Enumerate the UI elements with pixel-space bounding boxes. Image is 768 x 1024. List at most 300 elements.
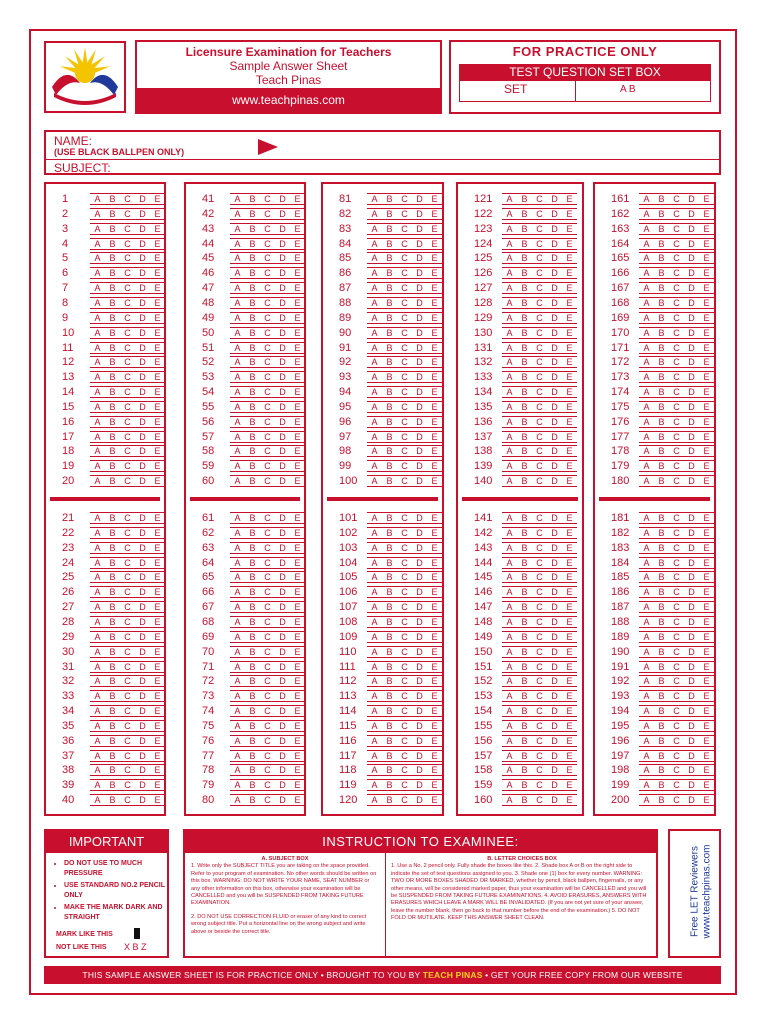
answer-bubble-c[interactable]: C	[120, 312, 135, 324]
answer-bubble-b[interactable]: B	[654, 267, 669, 279]
answer-bubble-c[interactable]: C	[397, 675, 412, 687]
answer-bubble-d[interactable]: D	[412, 342, 427, 354]
answer-bubble-a[interactable]: A	[502, 460, 517, 472]
answer-bubble-e[interactable]: E	[427, 312, 442, 324]
answer-bubble-d[interactable]: D	[547, 267, 562, 279]
answer-bubble-d[interactable]: D	[135, 342, 150, 354]
answer-bubble-c[interactable]: C	[669, 661, 684, 673]
answer-bubble-c[interactable]: C	[532, 675, 547, 687]
answer-bubble-c[interactable]: C	[120, 750, 135, 762]
answer-bubble-a[interactable]: A	[502, 571, 517, 583]
answer-bubble-b[interactable]: B	[105, 297, 120, 309]
answer-bubble-a[interactable]: A	[639, 705, 654, 717]
answer-bubble-b[interactable]: B	[654, 542, 669, 554]
answer-bubble-d[interactable]: D	[684, 208, 699, 220]
answer-bubble-d[interactable]: D	[684, 586, 699, 598]
answer-bubble-d[interactable]: D	[412, 779, 427, 791]
answer-bubble-a[interactable]: A	[367, 386, 382, 398]
answer-bubble-e[interactable]: E	[699, 527, 714, 539]
answer-bubble-b[interactable]: B	[517, 193, 532, 205]
answer-bubble-b[interactable]: B	[654, 735, 669, 747]
answer-bubble-b[interactable]: B	[245, 779, 260, 791]
answer-bubble-d[interactable]: D	[412, 571, 427, 583]
answer-bubble-b[interactable]: B	[517, 571, 532, 583]
answer-bubble-d[interactable]: D	[135, 720, 150, 732]
answer-bubble-e[interactable]: E	[699, 557, 714, 569]
answer-bubble-b[interactable]: B	[105, 631, 120, 643]
answer-bubble-a[interactable]: A	[502, 208, 517, 220]
answer-bubble-c[interactable]: C	[260, 705, 275, 717]
answer-bubble-a[interactable]: A	[367, 646, 382, 658]
answer-bubble-e[interactable]: E	[427, 750, 442, 762]
answer-bubble-e[interactable]: E	[427, 586, 442, 598]
answer-bubble-a[interactable]: A	[639, 460, 654, 472]
answer-bubble-e[interactable]: E	[290, 571, 305, 583]
answer-bubble-e[interactable]: E	[290, 445, 305, 457]
answer-bubble-a[interactable]: A	[639, 586, 654, 598]
answer-bubble-e[interactable]: E	[699, 764, 714, 776]
answer-bubble-b[interactable]: B	[517, 512, 532, 524]
answer-bubble-b[interactable]: B	[105, 475, 120, 487]
answer-bubble-d[interactable]: D	[684, 282, 699, 294]
answer-bubble-c[interactable]: C	[260, 616, 275, 628]
answer-bubble-e[interactable]: E	[699, 675, 714, 687]
answer-bubble-c[interactable]: C	[397, 779, 412, 791]
answer-bubble-e[interactable]: E	[562, 312, 577, 324]
answer-bubble-e[interactable]: E	[562, 527, 577, 539]
answer-bubble-d[interactable]: D	[135, 445, 150, 457]
answer-bubble-b[interactable]: B	[382, 401, 397, 413]
answer-bubble-a[interactable]: A	[230, 646, 245, 658]
answer-bubble-c[interactable]: C	[260, 646, 275, 658]
answer-bubble-d[interactable]: D	[547, 282, 562, 294]
answer-bubble-c[interactable]: C	[669, 401, 684, 413]
answer-bubble-d[interactable]: D	[547, 705, 562, 717]
answer-bubble-e[interactable]: E	[290, 764, 305, 776]
answer-bubble-d[interactable]: D	[275, 750, 290, 762]
answer-bubble-c[interactable]: C	[397, 690, 412, 702]
answer-bubble-a[interactable]: A	[90, 750, 105, 762]
answer-bubble-b[interactable]: B	[517, 475, 532, 487]
answer-bubble-b[interactable]: B	[654, 342, 669, 354]
answer-bubble-b[interactable]: B	[105, 252, 120, 264]
answer-bubble-e[interactable]: E	[562, 601, 577, 613]
answer-bubble-e[interactable]: E	[290, 646, 305, 658]
answer-bubble-a[interactable]: A	[367, 267, 382, 279]
answer-bubble-a[interactable]: A	[639, 431, 654, 443]
answer-bubble-c[interactable]: C	[260, 267, 275, 279]
answer-bubble-a[interactable]: A	[639, 750, 654, 762]
answer-bubble-d[interactable]: D	[135, 223, 150, 235]
answer-bubble-b[interactable]: B	[245, 705, 260, 717]
answer-bubble-c[interactable]: C	[397, 601, 412, 613]
answer-bubble-d[interactable]: D	[135, 690, 150, 702]
answer-bubble-c[interactable]: C	[532, 386, 547, 398]
answer-bubble-c[interactable]: C	[532, 445, 547, 457]
answer-bubble-e[interactable]: E	[427, 631, 442, 643]
answer-bubble-a[interactable]: A	[639, 252, 654, 264]
answer-bubble-d[interactable]: D	[684, 431, 699, 443]
answer-bubble-d[interactable]: D	[135, 557, 150, 569]
answer-bubble-a[interactable]: A	[502, 416, 517, 428]
answer-bubble-c[interactable]: C	[397, 371, 412, 383]
answer-bubble-b[interactable]: B	[382, 475, 397, 487]
answer-bubble-c[interactable]: C	[397, 445, 412, 457]
answer-bubble-e[interactable]: E	[699, 601, 714, 613]
answer-bubble-b[interactable]: B	[105, 616, 120, 628]
answer-bubble-a[interactable]: A	[90, 542, 105, 554]
answer-bubble-a[interactable]: A	[230, 208, 245, 220]
answer-bubble-b[interactable]: B	[654, 586, 669, 598]
answer-bubble-b[interactable]: B	[245, 193, 260, 205]
answer-bubble-a[interactable]: A	[367, 327, 382, 339]
answer-bubble-c[interactable]: C	[532, 750, 547, 762]
answer-bubble-a[interactable]: A	[90, 371, 105, 383]
answer-bubble-e[interactable]: E	[150, 460, 165, 472]
answer-bubble-e[interactable]: E	[699, 460, 714, 472]
answer-bubble-e[interactable]: E	[150, 690, 165, 702]
answer-bubble-d[interactable]: D	[412, 267, 427, 279]
answer-bubble-d[interactable]: D	[412, 282, 427, 294]
answer-bubble-e[interactable]: E	[562, 735, 577, 747]
answer-bubble-d[interactable]: D	[135, 586, 150, 598]
answer-bubble-a[interactable]: A	[367, 557, 382, 569]
answer-bubble-c[interactable]: C	[532, 586, 547, 598]
answer-bubble-c[interactable]: C	[260, 794, 275, 806]
answer-bubble-a[interactable]: A	[367, 794, 382, 806]
answer-bubble-c[interactable]: C	[669, 705, 684, 717]
answer-bubble-c[interactable]: C	[397, 238, 412, 250]
answer-bubble-b[interactable]: B	[654, 238, 669, 250]
answer-bubble-b[interactable]: B	[382, 542, 397, 554]
answer-bubble-a[interactable]: A	[90, 208, 105, 220]
answer-bubble-a[interactable]: A	[90, 764, 105, 776]
answer-bubble-d[interactable]: D	[275, 282, 290, 294]
answer-bubble-a[interactable]: A	[90, 586, 105, 598]
answer-bubble-a[interactable]: A	[639, 416, 654, 428]
answer-bubble-a[interactable]: A	[639, 779, 654, 791]
answer-bubble-d[interactable]: D	[684, 356, 699, 368]
answer-bubble-d[interactable]: D	[412, 356, 427, 368]
answer-bubble-a[interactable]: A	[90, 720, 105, 732]
answer-bubble-e[interactable]: E	[699, 646, 714, 658]
answer-bubble-d[interactable]: D	[412, 764, 427, 776]
answer-bubble-a[interactable]: A	[639, 282, 654, 294]
answer-bubble-a[interactable]: A	[502, 631, 517, 643]
answer-bubble-d[interactable]: D	[275, 616, 290, 628]
answer-bubble-e[interactable]: E	[290, 586, 305, 598]
answer-bubble-c[interactable]: C	[397, 705, 412, 717]
answer-bubble-a[interactable]: A	[502, 445, 517, 457]
answer-bubble-e[interactable]: E	[562, 445, 577, 457]
answer-bubble-b[interactable]: B	[245, 690, 260, 702]
answer-bubble-b[interactable]: B	[245, 386, 260, 398]
answer-bubble-a[interactable]: A	[230, 779, 245, 791]
answer-bubble-e[interactable]: E	[290, 527, 305, 539]
answer-bubble-e[interactable]: E	[150, 764, 165, 776]
answer-bubble-a[interactable]: A	[230, 386, 245, 398]
answer-bubble-e[interactable]: E	[150, 475, 165, 487]
answer-bubble-c[interactable]: C	[397, 386, 412, 398]
answer-bubble-b[interactable]: B	[245, 356, 260, 368]
answer-bubble-b[interactable]: B	[654, 445, 669, 457]
answer-bubble-c[interactable]: C	[532, 297, 547, 309]
answer-bubble-e[interactable]: E	[150, 720, 165, 732]
answer-bubble-a[interactable]: A	[230, 342, 245, 354]
answer-bubble-c[interactable]: C	[532, 616, 547, 628]
answer-bubble-c[interactable]: C	[532, 342, 547, 354]
answer-bubble-a[interactable]: A	[230, 431, 245, 443]
answer-bubble-b[interactable]: B	[382, 431, 397, 443]
answer-bubble-e[interactable]: E	[699, 616, 714, 628]
answer-bubble-d[interactable]: D	[275, 371, 290, 383]
answer-bubble-d[interactable]: D	[135, 416, 150, 428]
answer-bubble-c[interactable]: C	[532, 557, 547, 569]
answer-bubble-d[interactable]: D	[412, 431, 427, 443]
answer-bubble-e[interactable]: E	[427, 401, 442, 413]
answer-bubble-a[interactable]: A	[367, 342, 382, 354]
answer-bubble-c[interactable]: C	[669, 342, 684, 354]
answer-bubble-e[interactable]: E	[150, 794, 165, 806]
answer-bubble-b[interactable]: B	[517, 720, 532, 732]
answer-bubble-c[interactable]: C	[669, 356, 684, 368]
answer-bubble-a[interactable]: A	[639, 401, 654, 413]
answer-bubble-d[interactable]: D	[547, 356, 562, 368]
answer-bubble-e[interactable]: E	[427, 735, 442, 747]
answer-bubble-b[interactable]: B	[382, 661, 397, 673]
answer-bubble-c[interactable]: C	[120, 445, 135, 457]
answer-bubble-e[interactable]: E	[699, 690, 714, 702]
answer-bubble-a[interactable]: A	[90, 312, 105, 324]
answer-bubble-c[interactable]: C	[120, 371, 135, 383]
answer-bubble-c[interactable]: C	[397, 586, 412, 598]
answer-bubble-d[interactable]: D	[412, 252, 427, 264]
answer-bubble-b[interactable]: B	[517, 342, 532, 354]
answer-bubble-c[interactable]: C	[260, 557, 275, 569]
answer-bubble-d[interactable]: D	[275, 631, 290, 643]
answer-bubble-c[interactable]: C	[532, 690, 547, 702]
answer-bubble-e[interactable]: E	[427, 327, 442, 339]
answer-bubble-b[interactable]: B	[654, 794, 669, 806]
answer-bubble-a[interactable]: A	[90, 779, 105, 791]
answer-bubble-d[interactable]: D	[412, 586, 427, 598]
answer-bubble-e[interactable]: E	[150, 401, 165, 413]
answer-bubble-c[interactable]: C	[120, 764, 135, 776]
answer-bubble-d[interactable]: D	[547, 460, 562, 472]
answer-bubble-a[interactable]: A	[90, 267, 105, 279]
answer-bubble-b[interactable]: B	[245, 445, 260, 457]
answer-bubble-b[interactable]: B	[105, 764, 120, 776]
website-url[interactable]: www.teachpinas.com	[137, 88, 440, 112]
answer-bubble-c[interactable]: C	[120, 252, 135, 264]
answer-bubble-e[interactable]: E	[427, 342, 442, 354]
answer-bubble-d[interactable]: D	[684, 690, 699, 702]
answer-bubble-b[interactable]: B	[105, 282, 120, 294]
answer-bubble-b[interactable]: B	[105, 542, 120, 554]
answer-bubble-e[interactable]: E	[427, 475, 442, 487]
answer-bubble-e[interactable]: E	[562, 705, 577, 717]
answer-bubble-d[interactable]: D	[547, 327, 562, 339]
answer-bubble-d[interactable]: D	[547, 542, 562, 554]
answer-bubble-c[interactable]: C	[669, 208, 684, 220]
answer-bubble-c[interactable]: C	[669, 327, 684, 339]
answer-bubble-b[interactable]: B	[654, 779, 669, 791]
answer-bubble-d[interactable]: D	[275, 661, 290, 673]
answer-bubble-e[interactable]: E	[150, 616, 165, 628]
answer-bubble-c[interactable]: C	[669, 631, 684, 643]
answer-bubble-c[interactable]: C	[669, 601, 684, 613]
answer-bubble-a[interactable]: A	[367, 720, 382, 732]
answer-bubble-a[interactable]: A	[639, 193, 654, 205]
answer-bubble-c[interactable]: C	[532, 238, 547, 250]
answer-bubble-b[interactable]: B	[105, 794, 120, 806]
answer-bubble-e[interactable]: E	[427, 386, 442, 398]
answer-bubble-b[interactable]: B	[517, 542, 532, 554]
answer-bubble-b[interactable]: B	[245, 327, 260, 339]
answer-bubble-c[interactable]: C	[260, 342, 275, 354]
answer-bubble-a[interactable]: A	[367, 460, 382, 472]
answer-bubble-b[interactable]: B	[245, 571, 260, 583]
answer-bubble-a[interactable]: A	[367, 208, 382, 220]
answer-bubble-d[interactable]: D	[547, 342, 562, 354]
answer-bubble-e[interactable]: E	[150, 631, 165, 643]
answer-bubble-b[interactable]: B	[654, 571, 669, 583]
answer-bubble-c[interactable]: C	[120, 297, 135, 309]
answer-bubble-b[interactable]: B	[654, 416, 669, 428]
answer-bubble-c[interactable]: C	[120, 282, 135, 294]
answer-bubble-a[interactable]: A	[230, 705, 245, 717]
answer-bubble-b[interactable]: B	[654, 193, 669, 205]
answer-bubble-e[interactable]: E	[562, 431, 577, 443]
answer-bubble-d[interactable]: D	[547, 527, 562, 539]
answer-bubble-c[interactable]: C	[260, 297, 275, 309]
answer-bubble-c[interactable]: C	[397, 401, 412, 413]
answer-bubble-e[interactable]: E	[562, 416, 577, 428]
answer-bubble-b[interactable]: B	[517, 371, 532, 383]
answer-bubble-c[interactable]: C	[397, 631, 412, 643]
answer-bubble-e[interactable]: E	[427, 371, 442, 383]
answer-bubble-d[interactable]: D	[275, 794, 290, 806]
answer-bubble-c[interactable]: C	[669, 238, 684, 250]
answer-bubble-b[interactable]: B	[105, 431, 120, 443]
answer-bubble-a[interactable]: A	[90, 401, 105, 413]
answer-bubble-b[interactable]: B	[245, 750, 260, 762]
answer-bubble-e[interactable]: E	[150, 512, 165, 524]
answer-bubble-e[interactable]: E	[562, 779, 577, 791]
answer-bubble-e[interactable]: E	[427, 238, 442, 250]
answer-bubble-c[interactable]: C	[397, 475, 412, 487]
answer-bubble-b[interactable]: B	[517, 675, 532, 687]
answer-bubble-e[interactable]: E	[699, 750, 714, 762]
answer-bubble-c[interactable]: C	[120, 675, 135, 687]
answer-bubble-a[interactable]: A	[90, 571, 105, 583]
answer-bubble-a[interactable]: A	[502, 542, 517, 554]
answer-bubble-c[interactable]: C	[669, 616, 684, 628]
answer-bubble-b[interactable]: B	[105, 312, 120, 324]
answer-bubble-a[interactable]: A	[230, 616, 245, 628]
answer-bubble-a[interactable]: A	[639, 616, 654, 628]
answer-bubble-c[interactable]: C	[397, 327, 412, 339]
answer-bubble-c[interactable]: C	[532, 542, 547, 554]
answer-bubble-b[interactable]: B	[654, 282, 669, 294]
answer-bubble-a[interactable]: A	[230, 631, 245, 643]
answer-bubble-c[interactable]: C	[669, 735, 684, 747]
answer-bubble-d[interactable]: D	[412, 675, 427, 687]
answer-bubble-b[interactable]: B	[382, 193, 397, 205]
answer-bubble-c[interactable]: C	[120, 475, 135, 487]
answer-bubble-a[interactable]: A	[502, 252, 517, 264]
answer-bubble-e[interactable]: E	[562, 238, 577, 250]
answer-bubble-c[interactable]: C	[397, 223, 412, 235]
answer-bubble-a[interactable]: A	[90, 416, 105, 428]
answer-bubble-a[interactable]: A	[90, 557, 105, 569]
answer-bubble-e[interactable]: E	[290, 282, 305, 294]
answer-bubble-d[interactable]: D	[684, 238, 699, 250]
answer-bubble-d[interactable]: D	[135, 312, 150, 324]
answer-bubble-e[interactable]: E	[290, 327, 305, 339]
answer-bubble-e[interactable]: E	[562, 342, 577, 354]
answer-bubble-e[interactable]: E	[150, 282, 165, 294]
answer-bubble-d[interactable]: D	[547, 401, 562, 413]
answer-bubble-c[interactable]: C	[532, 646, 547, 658]
answer-bubble-a[interactable]: A	[502, 764, 517, 776]
answer-bubble-a[interactable]: A	[639, 312, 654, 324]
answer-bubble-a[interactable]: A	[90, 431, 105, 443]
answer-bubble-b[interactable]: B	[654, 764, 669, 776]
answer-bubble-a[interactable]: A	[502, 193, 517, 205]
answer-bubble-d[interactable]: D	[135, 386, 150, 398]
answer-bubble-c[interactable]: C	[669, 371, 684, 383]
answer-bubble-b[interactable]: B	[105, 193, 120, 205]
answer-bubble-d[interactable]: D	[412, 616, 427, 628]
answer-bubble-e[interactable]: E	[699, 356, 714, 368]
answer-bubble-d[interactable]: D	[412, 327, 427, 339]
answer-bubble-e[interactable]: E	[699, 282, 714, 294]
answer-bubble-b[interactable]: B	[245, 735, 260, 747]
answer-bubble-c[interactable]: C	[669, 557, 684, 569]
answer-bubble-e[interactable]: E	[290, 690, 305, 702]
answer-bubble-c[interactable]: C	[669, 386, 684, 398]
answer-bubble-b[interactable]: B	[105, 557, 120, 569]
answer-bubble-d[interactable]: D	[275, 675, 290, 687]
answer-bubble-b[interactable]: B	[654, 208, 669, 220]
answer-bubble-e[interactable]: E	[290, 601, 305, 613]
answer-bubble-b[interactable]: B	[654, 631, 669, 643]
answer-bubble-d[interactable]: D	[684, 794, 699, 806]
answer-bubble-a[interactable]: A	[502, 586, 517, 598]
answer-bubble-c[interactable]: C	[532, 416, 547, 428]
answer-bubble-b[interactable]: B	[382, 356, 397, 368]
answer-bubble-d[interactable]: D	[135, 616, 150, 628]
answer-bubble-b[interactable]: B	[245, 267, 260, 279]
answer-bubble-a[interactable]: A	[367, 297, 382, 309]
answer-bubble-d[interactable]: D	[135, 327, 150, 339]
answer-bubble-d[interactable]: D	[135, 571, 150, 583]
answer-bubble-a[interactable]: A	[230, 401, 245, 413]
answer-bubble-a[interactable]: A	[230, 193, 245, 205]
answer-bubble-a[interactable]: A	[230, 297, 245, 309]
answer-bubble-d[interactable]: D	[135, 705, 150, 717]
answer-bubble-c[interactable]: C	[260, 356, 275, 368]
answer-bubble-d[interactable]: D	[135, 646, 150, 658]
answer-bubble-c[interactable]: C	[397, 297, 412, 309]
answer-bubble-b[interactable]: B	[654, 512, 669, 524]
answer-bubble-e[interactable]: E	[562, 631, 577, 643]
answer-bubble-a[interactable]: A	[367, 690, 382, 702]
answer-bubble-d[interactable]: D	[275, 208, 290, 220]
answer-bubble-a[interactable]: A	[367, 475, 382, 487]
answer-bubble-d[interactable]: D	[135, 460, 150, 472]
